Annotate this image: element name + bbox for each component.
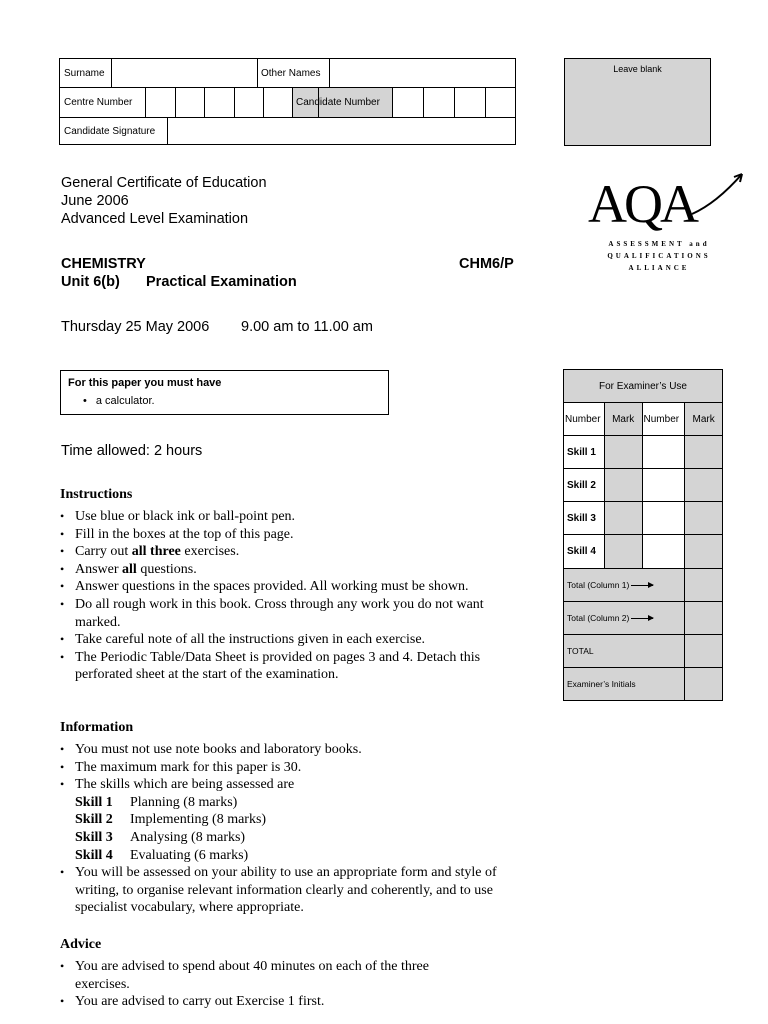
- arrow-right-icon: [631, 585, 653, 586]
- skill-desc: Analysing (8 marks): [130, 829, 246, 845]
- arrow-right-icon: [631, 618, 653, 619]
- leave-blank-label: Leave blank: [613, 64, 662, 74]
- skill-mark-cell-2[interactable]: [685, 502, 723, 535]
- skill-mark-cell-2[interactable]: [685, 535, 723, 568]
- subject-code: CHM6/P: [459, 256, 514, 272]
- information-heading: Information: [60, 720, 134, 735]
- exam-header-line-2: June 2006: [61, 193, 129, 209]
- signature-field[interactable]: [168, 118, 515, 145]
- skill-desc: Evaluating (6 marks): [130, 847, 249, 863]
- instructions-section: [60, 486, 510, 684]
- instructions-heading: Instructions: [60, 487, 133, 502]
- other-names-label: Other Names: [261, 67, 321, 79]
- skill-row-label: Skill 1: [564, 436, 605, 469]
- col-number2-header: Number: [642, 403, 685, 436]
- exam-header-line-1: General Certificate of Education: [61, 175, 267, 191]
- signature-label: Candidate Signature: [64, 126, 156, 137]
- exam-header-line-3: Advanced Level Examination: [61, 211, 249, 227]
- aqa-swoosh-icon: [580, 168, 750, 238]
- logo-line-1: ASSESSMENT and: [608, 240, 710, 248]
- instruction-item: • Take careful note of all the instructions given in each exercise.: [60, 631, 510, 649]
- skill-name: Skill 4: [75, 847, 113, 863]
- candidate-number-row: [60, 88, 515, 118]
- advice-section: [60, 936, 480, 1011]
- instructions-list: [60, 508, 510, 684]
- logo-line-3: ALLIANCE: [628, 264, 690, 272]
- examiner-use-table: [563, 369, 723, 701]
- skill-item: [60, 794, 510, 812]
- information-item: • You will be assessed on your ability to use an appropriate form and style of writing, to organise relevant information clearly and coherently, and to use specialist vocabulary, where appropriate.: [60, 864, 500, 917]
- must-have-box: [60, 370, 389, 415]
- information-section: [60, 719, 510, 917]
- advice-item: • You are advised to carry out Exercise 1 first.: [60, 993, 480, 1011]
- col-mark-header: Mark: [604, 403, 642, 436]
- skill-mark-cell[interactable]: [604, 469, 642, 502]
- skill-name: Skill 3: [75, 829, 113, 845]
- skill-row-label: Skill 3: [564, 502, 605, 535]
- other-names-field[interactable]: [330, 59, 515, 87]
- aqa-logo: [580, 168, 750, 278]
- instruction-item: • Answer questions in the spaces provided. All working must be shown.: [60, 578, 510, 596]
- logo-line-2: QUALIFICATIONS: [607, 252, 711, 260]
- information-item: • The skills which are being assessed are: [60, 776, 510, 794]
- paper-title: Practical Examination: [146, 274, 297, 290]
- advice-heading: Advice: [60, 937, 102, 952]
- skill-desc: Planning (8 marks): [130, 794, 238, 810]
- information-list: [60, 741, 510, 794]
- information-item: • You must not use note books and laboratory books.: [60, 741, 510, 759]
- skill-desc: Implementing (8 marks): [130, 812, 267, 828]
- candidate-number-label: Candidate Number: [296, 97, 380, 108]
- exam-header: [61, 174, 267, 228]
- skill-mark-cell[interactable]: [604, 535, 642, 568]
- skill-item: [60, 811, 510, 829]
- must-have-title: For this paper you must have: [68, 377, 222, 389]
- total-column-1-cell[interactable]: [685, 568, 723, 601]
- signature-row: [60, 118, 515, 145]
- exam-time: 9.00 am to 11.00 am: [241, 319, 373, 335]
- skill-name: Skill 1: [75, 794, 113, 810]
- centre-number-label: Centre Number: [64, 97, 133, 108]
- surname-label: Surname: [64, 67, 105, 79]
- time-allowed: Time allowed: 2 hours: [61, 443, 203, 459]
- col-number-header: Number: [564, 403, 605, 436]
- instruction-item: • Do all rough work in this book. Cross through any work you do not want marked.: [60, 596, 510, 631]
- total-column-2-cell[interactable]: [685, 601, 723, 634]
- total-column-2-label: Total (Column 2): [564, 601, 685, 634]
- instruction-item: • Use blue or black ink or ball-point pen.: [60, 508, 510, 526]
- skill-number-cell[interactable]: [642, 535, 685, 568]
- candidate-name-row: [60, 59, 515, 88]
- skill-number-cell[interactable]: [642, 469, 685, 502]
- total-cell[interactable]: [685, 634, 723, 667]
- total-column-1-label: Total (Column 1): [564, 568, 685, 601]
- instruction-item: • Answer all questions.: [60, 561, 510, 579]
- leave-blank-box: [564, 58, 711, 146]
- instruction-item: • The Periodic Table/Data Sheet is provided on pages 3 and 4. Detach this perforated sheet at the start of the examination.: [60, 649, 510, 684]
- col-mark2-header: Mark: [685, 403, 723, 436]
- examiner-initials-label: Examiner’s Initials: [564, 667, 685, 700]
- skill-mark-cell[interactable]: [604, 436, 642, 469]
- examiner-table-title: For Examiner’s Use: [564, 370, 723, 403]
- instruction-item: • Carry out all three exercises.: [60, 543, 510, 561]
- aqa-letters: AQA: [588, 174, 696, 234]
- skill-item: [60, 829, 510, 847]
- advice-list: [60, 958, 480, 1011]
- skill-item: [60, 847, 510, 865]
- skill-mark-cell-2[interactable]: [685, 436, 723, 469]
- skill-mark-cell-2[interactable]: [685, 469, 723, 502]
- total-label: TOTAL: [564, 634, 685, 667]
- skill-row-label: Skill 2: [564, 469, 605, 502]
- must-have-item: • a calculator.: [83, 395, 155, 407]
- advice-item: • You are advised to spend about 40 minutes on each of the three exercises.: [60, 958, 480, 993]
- surname-field[interactable]: [112, 59, 257, 87]
- instruction-item: • Fill in the boxes at the top of this page.: [60, 526, 510, 544]
- skill-name: Skill 2: [75, 812, 113, 828]
- skills-list: [60, 794, 510, 864]
- unit-label: Unit 6(b): [61, 274, 120, 290]
- candidate-details-box: [59, 58, 516, 145]
- subject-name: CHEMISTRY: [61, 256, 146, 272]
- skill-number-cell[interactable]: [642, 502, 685, 535]
- information-list-end: [60, 864, 500, 917]
- examiner-initials-cell[interactable]: [685, 667, 723, 700]
- exam-date: Thursday 25 May 2006: [61, 319, 210, 335]
- skill-number-cell[interactable]: [642, 436, 685, 469]
- information-item: • The maximum mark for this paper is 30.: [60, 759, 510, 777]
- skill-mark-cell[interactable]: [604, 502, 642, 535]
- skill-row-label: Skill 4: [564, 535, 605, 568]
